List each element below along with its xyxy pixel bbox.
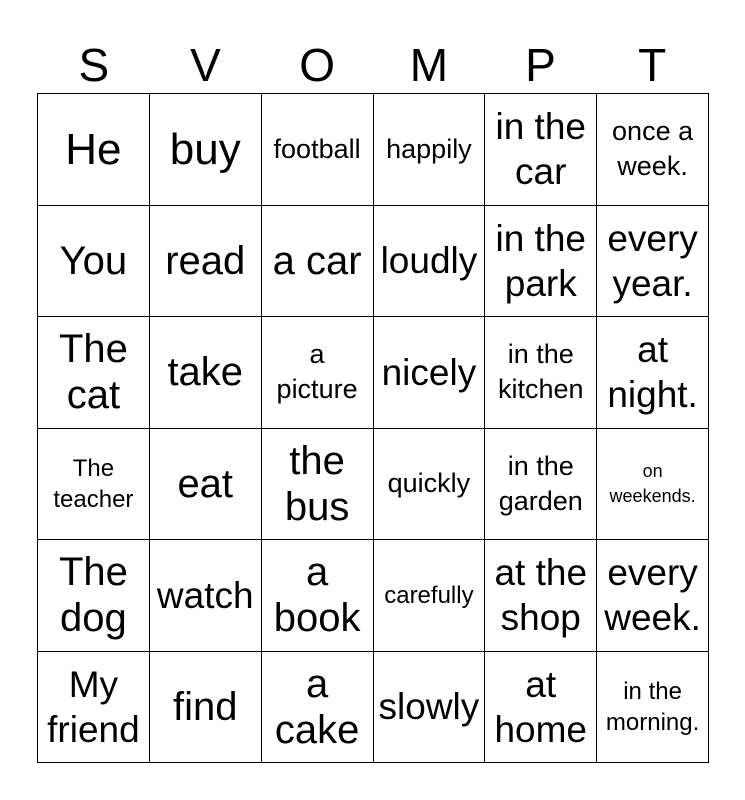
bingo-cell[interactable] <box>38 206 150 318</box>
bingo-cell-text: on weekends. <box>609 460 696 506</box>
header-letter-m: M <box>409 39 449 91</box>
bingo-cell[interactable] <box>597 429 709 541</box>
bingo-cell-text: take <box>167 350 244 395</box>
bingo-cell-text: in the car <box>495 106 586 193</box>
bingo-cell-text: carefully <box>384 581 474 609</box>
bingo-cell[interactable] <box>262 94 374 206</box>
header-letter-v: V <box>190 39 221 91</box>
bingo-board <box>37 93 709 763</box>
bingo-cell-text: nicely <box>381 351 477 393</box>
bingo-cell[interactable] <box>597 94 709 206</box>
bingo-cell-text: watch <box>156 574 254 616</box>
bingo-cell-text: You <box>59 238 128 283</box>
bingo-cell-text: find <box>172 684 238 729</box>
bingo-cell-text: My friend <box>47 663 140 750</box>
bingo-cell[interactable] <box>374 540 486 652</box>
bingo-cell[interactable] <box>150 652 262 764</box>
bingo-cell[interactable] <box>597 540 709 652</box>
bingo-cell[interactable] <box>150 429 262 541</box>
header-letter-p: P <box>525 39 556 91</box>
bingo-cell[interactable] <box>485 206 597 318</box>
bingo-cell[interactable] <box>485 429 597 541</box>
bingo-cell-text: read <box>165 238 246 283</box>
bingo-cell-text: the bus <box>284 438 350 529</box>
bingo-cell[interactable] <box>374 94 486 206</box>
header-letter-o: O <box>299 39 336 91</box>
bingo-cell[interactable] <box>485 652 597 764</box>
bingo-cell[interactable] <box>597 317 709 429</box>
bingo-cell[interactable] <box>597 206 709 318</box>
bingo-cell-text: The dog <box>58 550 128 641</box>
bingo-cell-text: at home <box>494 663 588 750</box>
bingo-cell-text: a cake <box>274 661 360 752</box>
bingo-cell-text: slowly <box>378 686 480 728</box>
bingo-cell-text: in the morning. <box>605 677 700 736</box>
bingo-cell-text: every year. <box>607 217 698 304</box>
bingo-cell-text: loudly <box>380 240 478 282</box>
bingo-cell-text: happily <box>386 133 472 164</box>
bingo-cell-text: The cat <box>58 327 128 418</box>
bingo-cell[interactable] <box>374 652 486 764</box>
bingo-cell-text: a car <box>272 238 362 283</box>
bingo-cell[interactable] <box>262 540 374 652</box>
bingo-cell-text: quickly <box>387 468 471 499</box>
bingo-cell[interactable] <box>38 652 150 764</box>
bingo-cell[interactable] <box>38 540 150 652</box>
bingo-cell[interactable] <box>38 429 150 541</box>
bingo-cell-text: at night. <box>607 329 698 416</box>
bingo-cell-text: a book <box>273 550 361 641</box>
bingo-cell[interactable] <box>150 540 262 652</box>
bingo-cell-text: He <box>65 124 122 174</box>
bingo-cell-text: eat <box>177 461 234 506</box>
bingo-cell[interactable] <box>262 652 374 764</box>
header-letter-s: S <box>78 39 110 91</box>
bingo-cell-text: at the shop <box>494 552 588 639</box>
bingo-cell-text: football <box>273 133 361 164</box>
bingo-cell[interactable] <box>374 206 486 318</box>
bingo-cell-text: in the kitchen <box>497 339 584 405</box>
bingo-cell[interactable] <box>374 317 486 429</box>
bingo-cell[interactable] <box>374 429 486 541</box>
bingo-cell-text: The teacher <box>53 454 134 513</box>
bingo-cell-text: buy <box>169 124 241 174</box>
bingo-cell[interactable] <box>485 94 597 206</box>
bingo-cell[interactable] <box>38 317 150 429</box>
bingo-cell-text: in the park <box>495 217 586 304</box>
bingo-cell-text: every week. <box>604 552 701 639</box>
bingo-cell[interactable] <box>262 429 374 541</box>
header-letter-t: T <box>638 39 667 91</box>
bingo-cell-text: once a week. <box>612 116 694 182</box>
bingo-header <box>38 36 708 94</box>
bingo-cell[interactable] <box>150 94 262 206</box>
bingo-cell[interactable] <box>262 206 374 318</box>
bingo-cell[interactable] <box>597 652 709 764</box>
bingo-cell[interactable] <box>485 317 597 429</box>
bingo-cell[interactable] <box>262 317 374 429</box>
bingo-cell[interactable] <box>150 206 262 318</box>
bingo-cell-text: in the garden <box>498 450 583 516</box>
bingo-cell[interactable] <box>38 94 150 206</box>
bingo-cell[interactable] <box>485 540 597 652</box>
bingo-cell-text: a picture <box>276 339 358 405</box>
bingo-cell[interactable] <box>150 317 262 429</box>
